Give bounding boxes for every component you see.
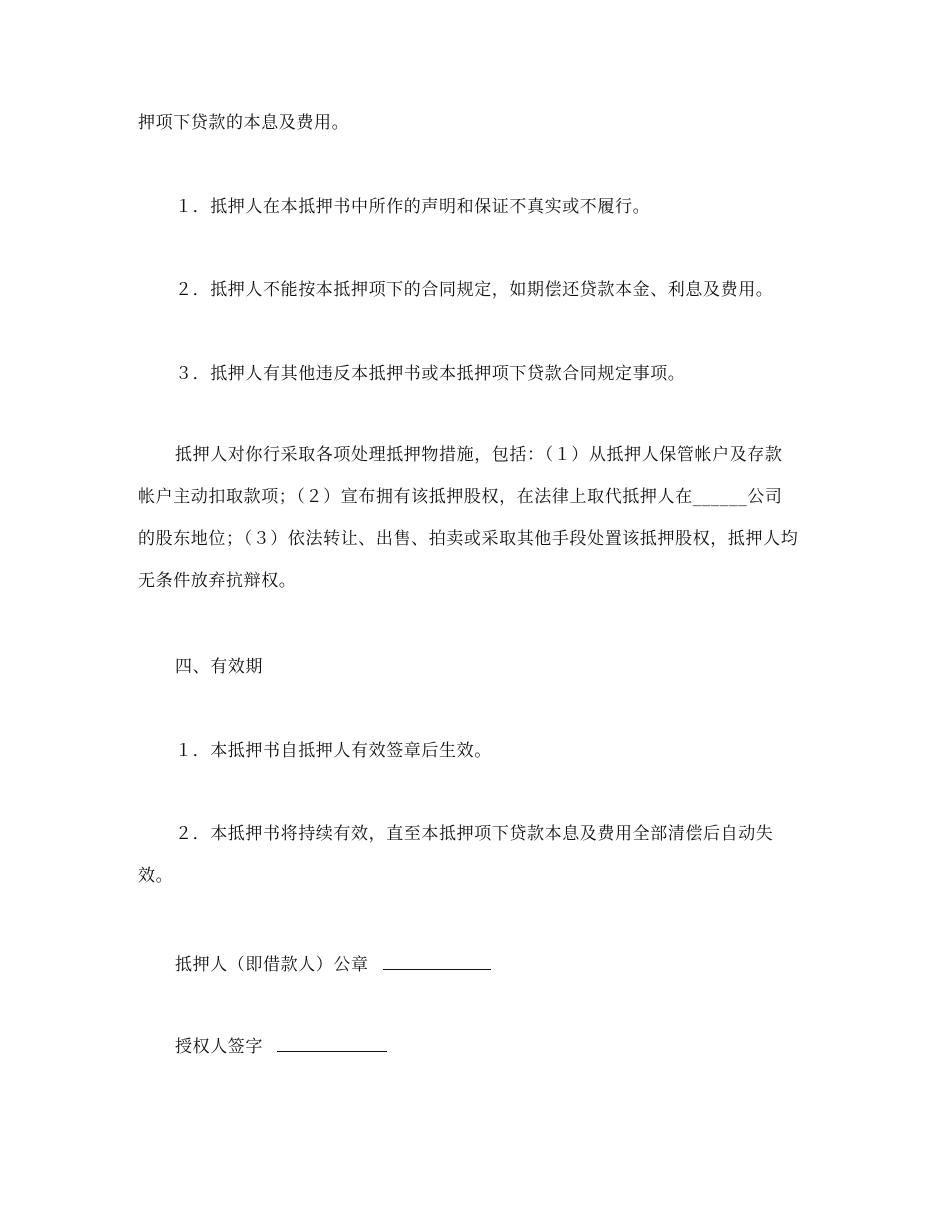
signature-line bbox=[175, 1033, 387, 1059]
seal-blank bbox=[383, 951, 491, 970]
seal-line bbox=[175, 951, 491, 977]
condition-item-2: ２．抵押人不能按本抵押项下的合同规定，如期偿还贷款本金、利息及费用。 bbox=[175, 280, 774, 300]
continued-line: 押项下贷款的本息及费用。 bbox=[138, 113, 350, 133]
condition-item-3: ３．抵押人有其他违反本抵押书或本抵押项下贷款合同规定事项。 bbox=[175, 364, 686, 384]
validity-item-1: １．本抵押书自抵押人有效签章后生效。 bbox=[175, 741, 492, 761]
signature-blank bbox=[277, 1033, 387, 1052]
section-heading: 四、有效期 bbox=[175, 657, 263, 677]
validity-item-2: ２．本抵押书将持续有效，直至本抵押项下贷款本息及费用全部清偿后自动失效。 bbox=[138, 824, 774, 886]
seal-label: 抵押人（即借款人）公章 bbox=[175, 955, 369, 975]
measures-paragraph: 抵押人对你行采取各项处理抵押物措施，包括：（１）从抵押人保管帐户及存款帐户主动扣取款项；（２）宣布拥有该抵押股权，在法律上取代抵押人在______公司的股东地位；（３）依法转让、出售、拍卖或采取其他手段处置该抵押股权，抵押人均无条件放弃抗辩权。 bbox=[138, 445, 799, 591]
condition-item-1: １．抵押人在本抵押书中所作的声明和保证不真实或不履行。 bbox=[175, 197, 651, 217]
signature-label: 授权人签字 bbox=[175, 1037, 263, 1057]
